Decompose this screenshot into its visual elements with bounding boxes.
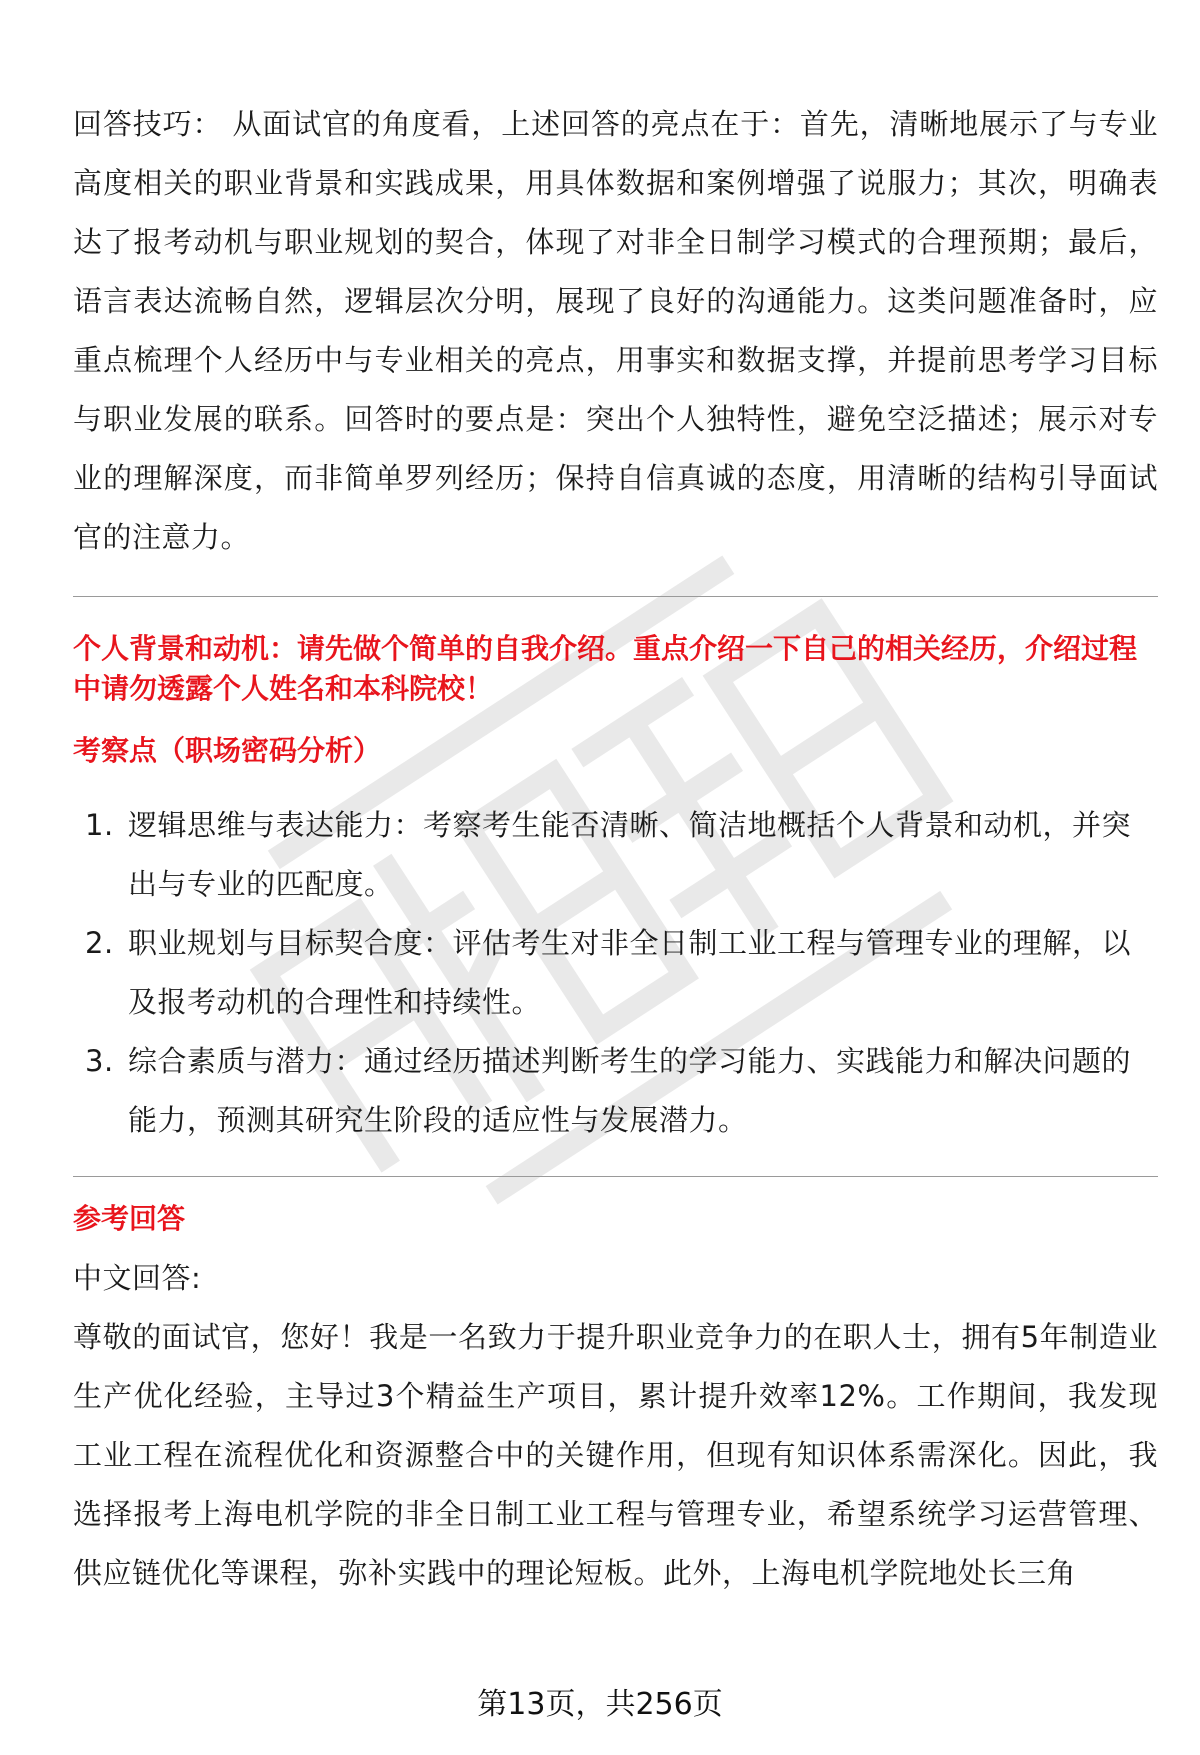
assessment-heading: 考察点（职场密码分析）	[73, 734, 382, 767]
list-item-text: 综合素质与潜力：通过经历描述判断考生的学习能力、实践能力和解决问题的能力，预测其研究生阶段的适应性与发展潜力。	[128, 1044, 1132, 1137]
list-item-number: 2.	[85, 926, 114, 960]
question-title: 个人背景和动机：请先做个简单的自我介绍。重点介绍一下自己的相关经历，介绍过程中请勿透露个人姓名和本科院校！	[73, 632, 1138, 705]
page-content	[73, 95, 1158, 1603]
reference-heading: 参考回答	[73, 1202, 186, 1235]
list-item-text: 职业规划与目标契合度：评估考生对非全日制工业工程与管理专业的理解，以及报考动机的合理性和持续性。	[128, 926, 1132, 1019]
list-item	[73, 1032, 1158, 1150]
list-item-number: 3.	[85, 1044, 114, 1078]
page-number: 第13页，共256页	[477, 1687, 723, 1722]
list-item	[73, 914, 1158, 1032]
answer-tip-paragraph: 回答技巧： 从面试官的角度看，上述回答的亮点在于：首先，清晰地展示了与专业高度相关的职业背景和实践成果，用具体数据和案例增强了说服力；其次，明确表达了报考动机与职业规划的契合，体现了对非全日制学习模式的合理预期；最后，语言表达流畅自然，逻辑层次分明，展现了良好的沟通能力。这类问题准备时，应重点梳理个人经历中与专业相关的亮点，用事实和数据支撑，并提前思考学习目标与职业发展的联系。回答时的要点是：突出个人独特性，避免空泛描述；展示对专业的理解深度，而非简单罗列经历；保持自信真诚的态度，用清晰的结构引导面试官的注意力。	[73, 107, 1158, 554]
list-item-number: 1.	[85, 808, 114, 842]
reference-label: 中文回答:	[73, 1261, 202, 1295]
assessment-list	[73, 796, 1158, 1150]
list-item	[73, 796, 1158, 914]
reference-answer-paragraph: 尊敬的面试官，您好！我是一名致力于提升职业竞争力的在职人士，拥有5年制造业生产优化经验，主导过3个精益生产项目，累计提升效率12%。工作期间，我发现工业工程在流程优化和资源整合中的关键作用，但现有知识体系需深化。因此，我选择报考上海电机学院的非全日制工业工程与管理专业，希望系统学习运营管理、供应链优化等课程，弥补实践中的理论短板。此外，上海电机学院地处长三角	[73, 1320, 1158, 1590]
list-item-text: 逻辑思维与表达能力：考察考生能否清晰、简洁地概括个人背景和动机，并突出与专业的匹配度。	[128, 808, 1132, 901]
